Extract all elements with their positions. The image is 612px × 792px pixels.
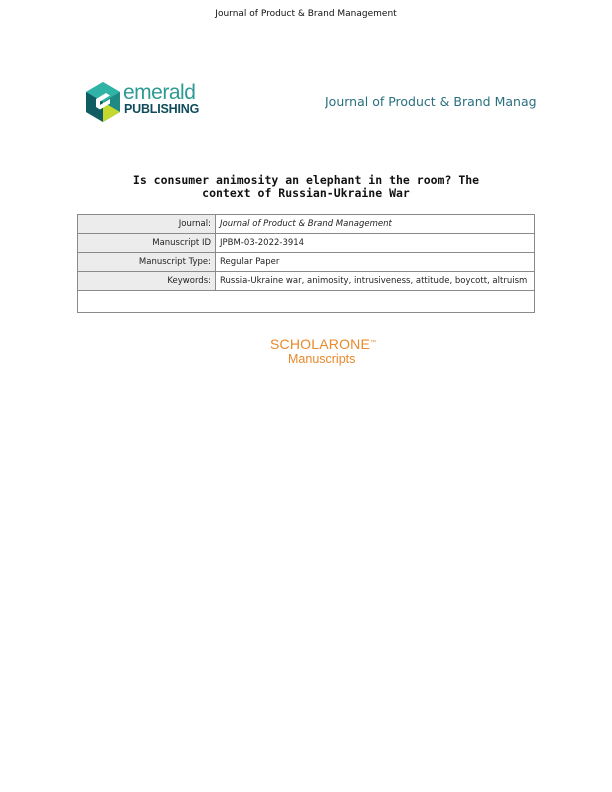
- journal-label: Journal:: [78, 215, 216, 234]
- table-row-empty: [78, 291, 535, 313]
- emerald-wordmark: emerald: [123, 81, 196, 104]
- scholarone-product: Manuscripts: [288, 352, 356, 366]
- manuscript-id-value: JPBM-03-2022-3914: [216, 234, 535, 253]
- running-head: Journal of Product & Brand Management: [215, 9, 397, 19]
- emerald-hexagon-icon: [86, 82, 120, 122]
- manuscript-type-label: Manuscript Type:: [78, 253, 216, 272]
- table-row-manuscript-type: [78, 253, 535, 272]
- paper-title-line-1: Is consumer animosity an elephant in the room? The: [132, 173, 480, 187]
- trademark-symbol: ™: [370, 340, 377, 346]
- table-row-keywords: [78, 272, 535, 291]
- journal-value: Journal of Product & Brand Management: [216, 215, 535, 234]
- empty-cell: [78, 291, 535, 313]
- keywords-label: Keywords:: [78, 272, 216, 291]
- scholarone-wordmark: [270, 336, 376, 352]
- journal-banner: Journal of Product & Brand Manag: [325, 94, 537, 109]
- paper-title-line-2: context of Russian-Ukraine War: [202, 186, 410, 200]
- scholarone-logo: [270, 336, 390, 370]
- publishing-wordmark: PUBLISHING: [124, 102, 200, 116]
- scholarone-brand: SCHOLARONE: [270, 336, 371, 352]
- manuscript-metadata-table: [77, 214, 535, 313]
- manuscript-id-label: Manuscript ID: [78, 234, 216, 253]
- table-row-manuscript-id: [78, 234, 535, 253]
- keywords-value: Russia-Ukraine war, animosity, intrusiveness, attitude, boycott, altruism: [216, 272, 535, 291]
- manuscript-type-value: Regular Paper: [216, 253, 535, 272]
- emerald-publishing-logo: [86, 82, 216, 124]
- paper-title: [106, 174, 506, 200]
- table-row-journal: [78, 215, 535, 234]
